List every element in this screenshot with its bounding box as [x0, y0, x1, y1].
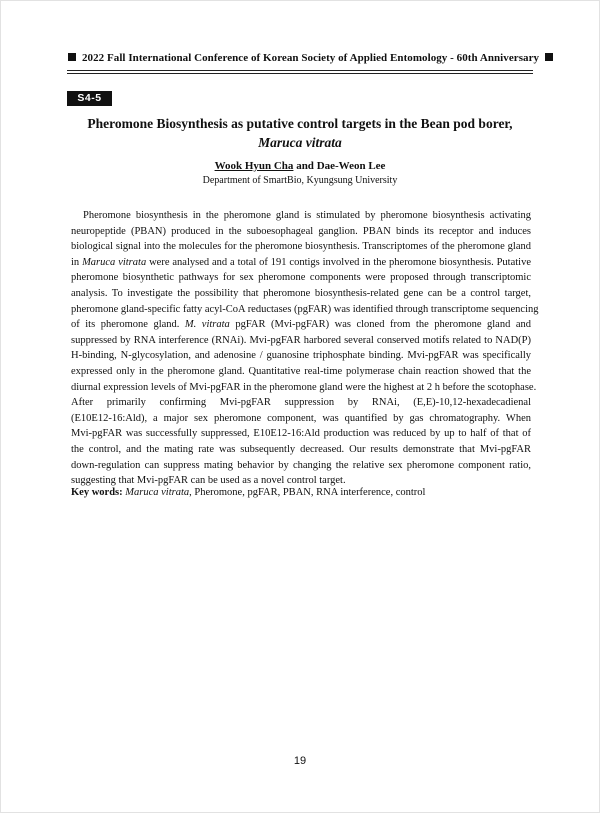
keywords-label: Key words: [71, 487, 123, 498]
paper-title-line1: Pheromone Biosynthesis as putative control targets in the Bean pod borer, [87, 116, 513, 131]
abstract-line: (E10E12-16:Ald), a major sex pheromone component, was quantified by gas chromatography. When [71, 412, 531, 424]
abstract-line: suggesting that Mvi-pgFAR can be used as a novel control target. [71, 475, 346, 487]
abstract-line: biological signal into the molecules for the pheromone biosynthesis. Transcriptomes of the pheromone gland [71, 241, 531, 253]
paper-title-line2: Maruca vitrata [258, 135, 342, 150]
keywords-rest: , Pheromone, pgFAR, PBAN, RNA interference, control [189, 487, 426, 498]
conference-header-text: 2022 Fall International Conference of Korean Society of Applied Entomology - 60th Anniversary [82, 52, 540, 64]
author-joiner: and [293, 160, 317, 172]
author-list [67, 160, 533, 172]
abstract-body [71, 208, 539, 489]
abstract-line: Pheromone biosynthesis in the pheromone gland is stimulated by pheromone biosynthesis activating [83, 210, 531, 221]
abstract-line: in Maruca vitrata were analysed and a total of 191 contigs involved in the pheromone biosynthesis. Putative [71, 256, 531, 268]
affiliation: Department of SmartBio, Kyungsung University [202, 175, 398, 186]
abstract-line: H-binding, N-glycosylation, and adenosine / guanosine triphosphate binding. Mvi-pgFAR was specifically [71, 350, 531, 362]
page-number: 19 [293, 755, 307, 767]
abstract-line: After primarily confirming Mvi-pgFAR suppression by RNAi, (E,E)-10,12-hexadecadienal [71, 397, 531, 409]
abstract-line: of its pheromone gland. M. vitrata pgFAR (Mvi-pgFAR) was cloned from the pheromone gland and [71, 319, 531, 331]
keywords [71, 487, 531, 498]
abstract-line: Mvi-pgFAR was successfully suppressed, E10E12-16:Ald production was reduced by up to half of that of [71, 428, 531, 440]
square-bullet-icon [545, 53, 553, 61]
author-second: Dae-Weon Lee [316, 160, 386, 172]
square-bullet-icon [68, 53, 76, 61]
header-rule-thick [67, 70, 533, 71]
paper-title [67, 114, 533, 152]
session-badge: S4-5 [67, 91, 112, 106]
abstract-line: down-regulation can suppress mating behavior by changing the relative sex pheromone component ratio, [71, 459, 531, 471]
abstract-line: expressed only in the pheromone gland. Quantitative real-time polymerase chain reaction showed that the [71, 365, 531, 377]
conference-header [68, 52, 540, 64]
abstract-line: analysis. To investigate the possibility that pheromone biosynthesis-related gene can be a control target, [71, 287, 531, 299]
author-presenting: Wook Hyun Cha [214, 160, 294, 172]
abstract-line: neuropeptide (PBAN) produced in the suboesophageal ganglion. PBAN binds its receptor and induces [71, 225, 531, 237]
abstract-line: pheromone gland-specific fatty acyl-CoA reductases (pgFAR) was identified through transcriptome sequencing [71, 303, 539, 315]
abstract-line: diurnal expression levels of Mvi-pgFAR in the pheromone gland were the highest at 2 h before the scotophase. [71, 381, 537, 393]
keyword-species: Maruca vitrata [125, 487, 190, 498]
header-rule-thin [67, 73, 533, 74]
abstract-line: the control, and the mating rate was subsequently decreased. Our results demonstrate that Mvi-pgFAR [71, 443, 531, 455]
abstract-line: pheromone biosynthetic pathways for sex pheromone components were proposed through transcriptomic [71, 272, 531, 284]
abstract-line: suppressed by RNA interference (RNAi). Mvi-pgFAR harbored several conserved motifs related to NAD(P) [71, 334, 531, 346]
